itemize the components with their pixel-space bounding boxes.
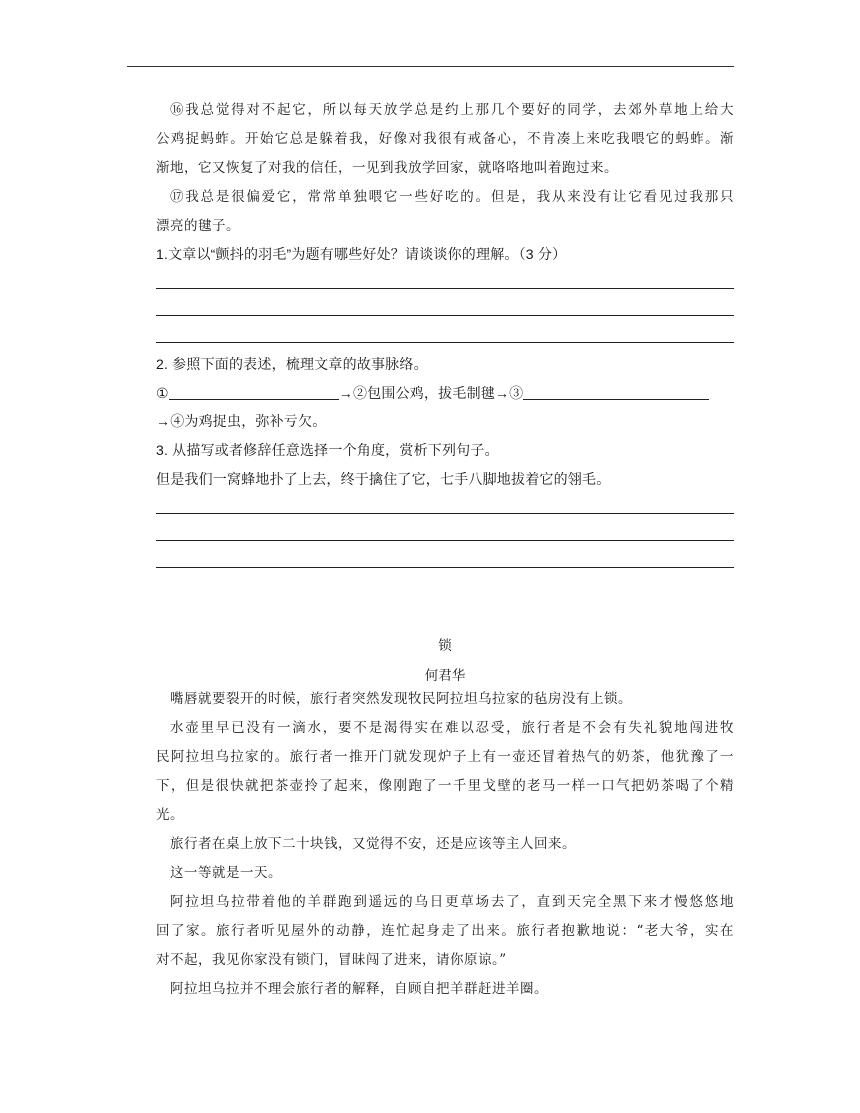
answer-line-q3-1[interactable] (156, 513, 734, 514)
passage-2-line-5: 光。 (156, 807, 184, 823)
question-3-sentence: 但是我们一窝蜂地扑了上去，终于擒住了它，七手八脚地拔着它的翎毛。 (156, 471, 611, 487)
passage-2-line-3: 民阿拉坦乌拉家的。旅行者一推开门就发现炉子上有一壶还冒着热气的奶茶，他犹豫了一 (156, 749, 734, 765)
question-2-flow-line-2: →④为鸡捉虫，弥补亏欠。 (156, 413, 327, 429)
passage-2-line-4: 下，但是很快就把茶壶拎了起来，像刚跑了一千里戈壁的老马一样一口气把奶茶喝了个精 (156, 778, 734, 794)
paragraph-16-line-1: ⑯我总觉得对不起它，所以每天放学总是约上那几个要好的同学，去郊外草地上给大 (170, 102, 734, 118)
header-rule (127, 66, 734, 67)
paragraph-16-line-3: 渐地，它又恢复了对我的信任，一见到我放学回家，就咯咯地叫着跑过来。 (156, 160, 618, 176)
passage-2-line-7: 这一等就是一天。 (170, 865, 282, 881)
passage-2-line-1: 嘴唇就要裂开的时候，旅行者突然发现牧民阿拉坦乌拉家的毡房没有上锁。 (170, 691, 632, 707)
step-1-blank[interactable] (169, 384, 339, 400)
passage-author: 何君华 (424, 668, 466, 684)
paragraph-17-line-1: ⑰我总是很偏爱它，常常单独喂它一些好吃的。但是，我从来没有让它看见过我那只 (170, 189, 734, 205)
step-1-marker: ① (156, 385, 169, 401)
passage-2-line-11: 阿拉坦乌拉并不理会旅行者的解释，自顾自把羊群赶进羊圈。 (170, 981, 548, 997)
passage-title: 锁 (438, 638, 452, 654)
passage-2-line-9: 回了家。旅行者听见屋外的动静，连忙起身走了出来。旅行者抱歉地说：“老大爷，实在 (156, 923, 734, 939)
step-3-blank[interactable] (523, 384, 709, 400)
question-2-flow-line-1 (156, 379, 734, 408)
passage-2-line-10: 对不起，我见你家没有锁门，冒昧闯了进来，请你原谅。” (156, 952, 507, 968)
passage-2-line-8: 阿拉坦乌拉带着他的羊群跑到遥远的乌日更草场去了，直到天完全黑下来才慢悠悠地 (170, 894, 734, 910)
answer-line-q3-2[interactable] (156, 540, 734, 541)
answer-line-q3-3[interactable] (156, 567, 734, 568)
paragraph-17-line-2: 漂亮的毽子。 (156, 218, 240, 234)
question-2: 2. 参照下面的表述，梳理文章的故事脉络。 (156, 356, 428, 372)
passage-2-line-6: 旅行者在桌上放下二十块钱，又觉得不安，还是应该等主人回来。 (170, 836, 576, 852)
step-2-text: →②包围公鸡，拔毛制毽→③ (338, 385, 524, 401)
answer-line-q1-2[interactable] (156, 315, 734, 316)
passage-2-line-2: 水壶里早已没有一滴水，要不是渴得实在难以忍受，旅行者是不会有失礼貌地闯进牧 (170, 720, 734, 736)
answer-line-q1-3[interactable] (156, 342, 734, 343)
answer-line-q1-1[interactable] (156, 288, 734, 289)
paragraph-16-line-2: 公鸡捉蚂蚱。开始它总是躲着我，好像对我很有戒备心，不肯凑上来吃我喂它的蚂蚱。渐 (156, 131, 734, 147)
question-1: 1.文章以“颤抖的羽毛”为题有哪些好处？请谈谈你的理解。（3 分） (156, 246, 567, 262)
question-3: 3. 从描写或者修辞任意选择一个角度，赏析下列句子。 (156, 442, 499, 458)
